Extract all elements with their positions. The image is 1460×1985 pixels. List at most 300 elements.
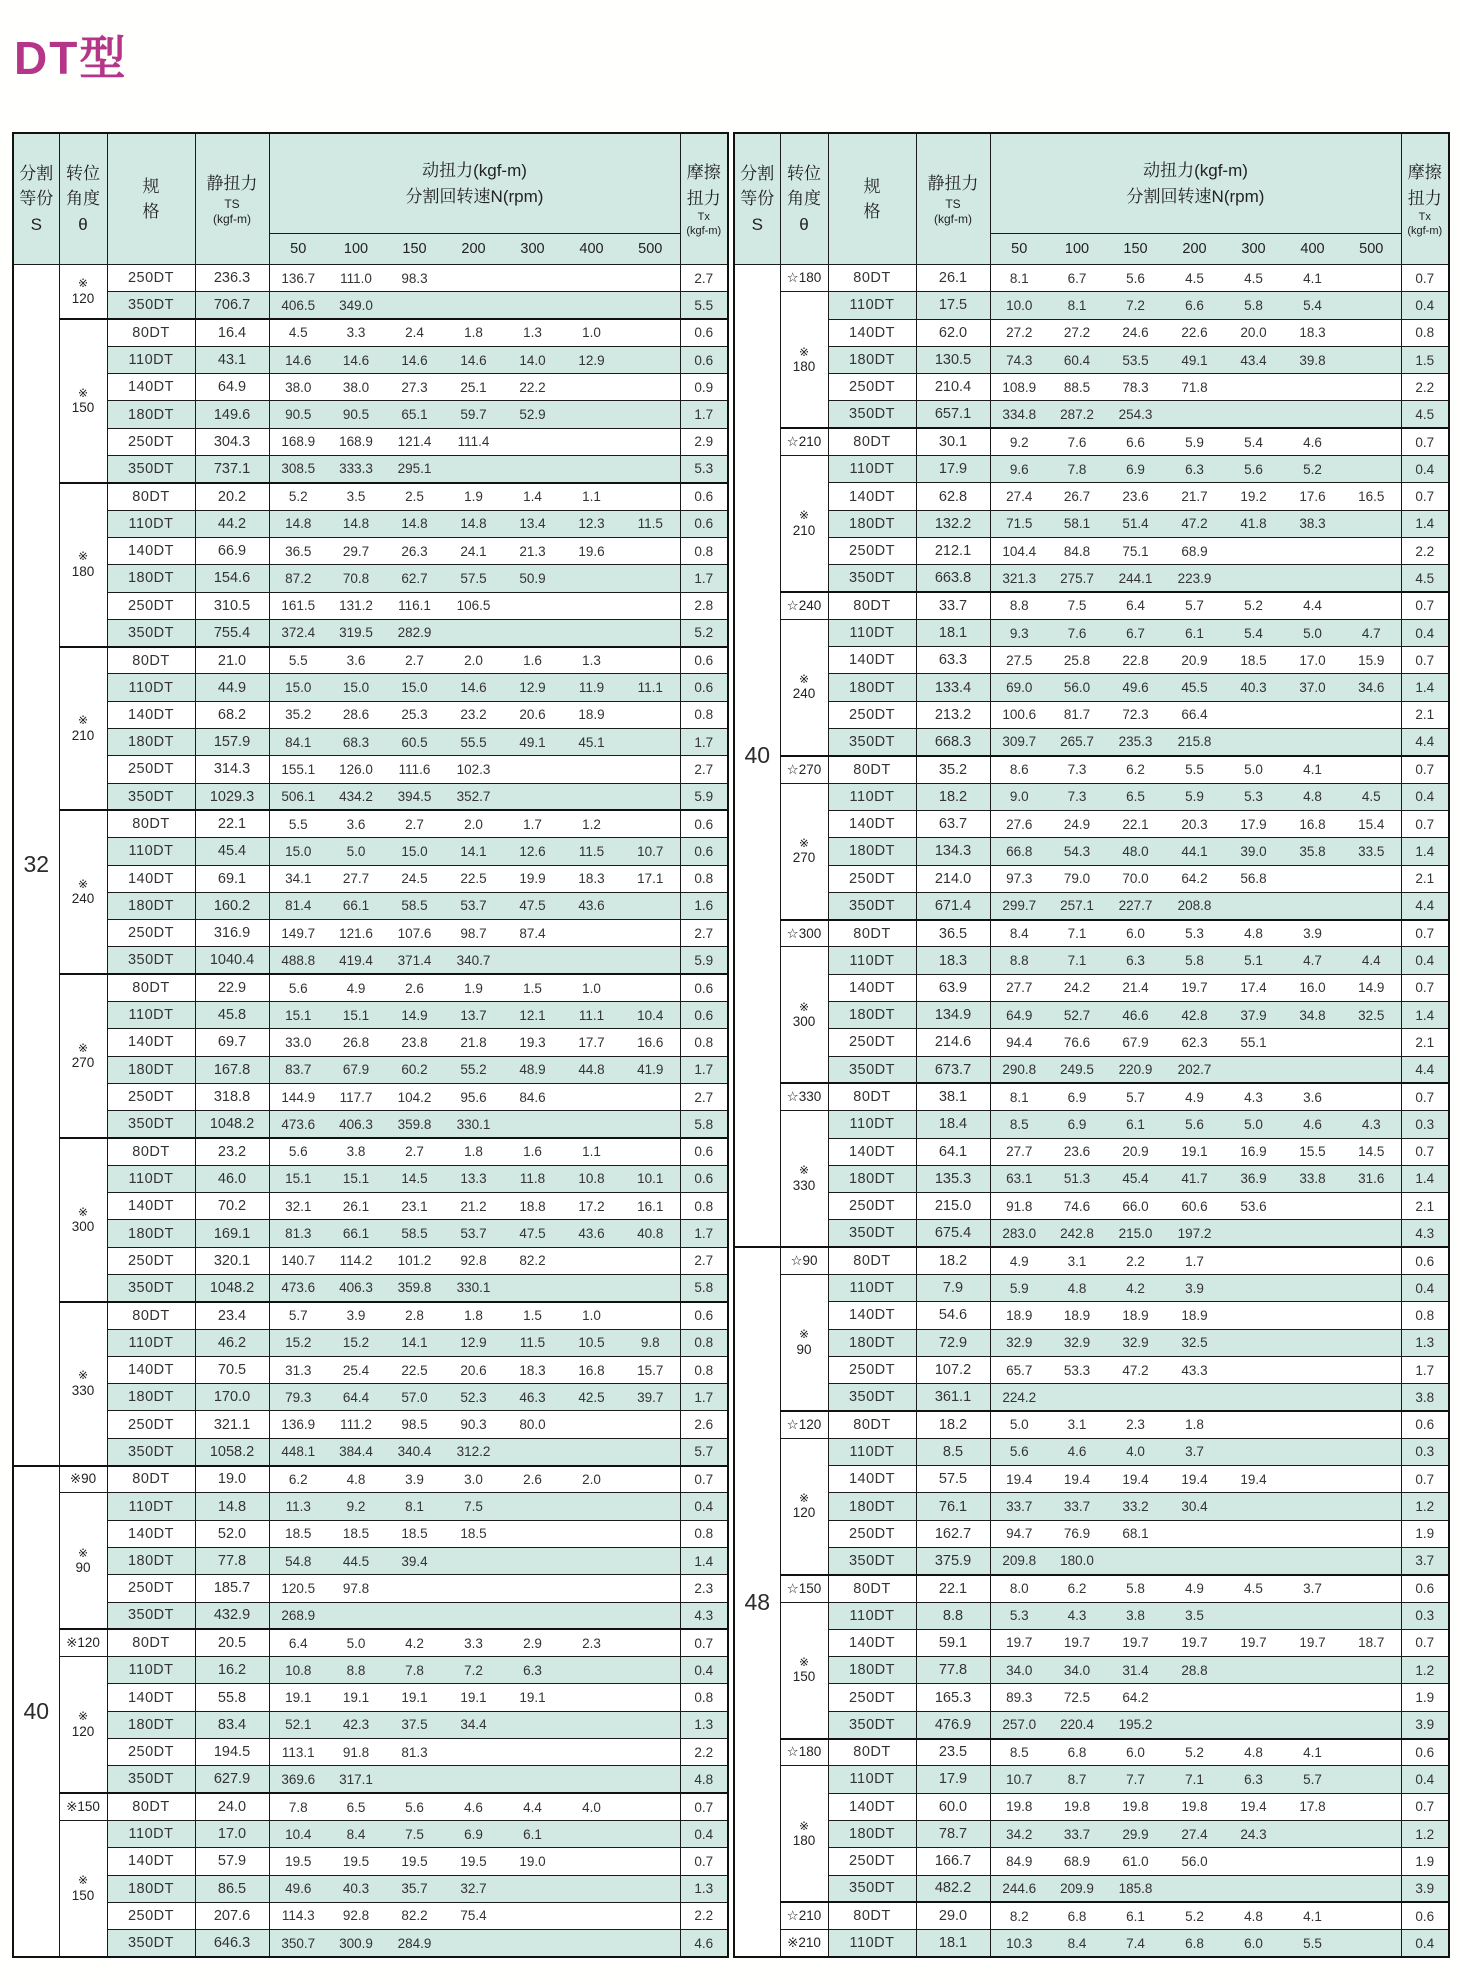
dynamic-torque-cell	[503, 1766, 562, 1793]
friction-torque-cell: 4.4	[1401, 1056, 1449, 1083]
dynamic-torque-cell: 6.8	[1048, 1739, 1106, 1766]
dynamic-torque-cell: 11.1	[621, 674, 680, 701]
dynamic-torque-cell: 4.6	[1048, 1438, 1106, 1465]
dynamic-torque-cell: 5.9	[1165, 428, 1224, 455]
dynamic-torque-cell: 20.0	[1224, 319, 1283, 346]
dynamic-torque-cell: 98.7	[444, 920, 503, 947]
friction-torque-cell: 0.6	[680, 838, 728, 865]
static-torque-cell: 8.8	[916, 1602, 990, 1629]
dynamic-torque-cell	[503, 1547, 562, 1574]
model-cell: 350DT	[828, 1056, 916, 1083]
friction-torque-cell: 1.4	[1401, 674, 1449, 701]
static-torque-cell: 657.1	[916, 401, 990, 428]
dynamic-torque-cell: 1.3	[503, 319, 562, 346]
dynamic-torque-cell: 12.9	[503, 674, 562, 701]
dynamic-torque-cell: 27.7	[327, 865, 385, 892]
dynamic-torque-cell: 22.1	[1106, 810, 1165, 837]
dynamic-torque-cell: 5.1	[1224, 947, 1283, 974]
dynamic-torque-cell: 90.5	[327, 401, 385, 428]
dynamic-torque-cell	[1342, 892, 1401, 919]
dynamic-torque-cell	[503, 265, 562, 292]
dynamic-torque-cell: 6.9	[444, 1820, 503, 1847]
dynamic-torque-cell: 45.4	[1106, 1165, 1165, 1192]
dynamic-torque-cell	[1224, 1384, 1283, 1411]
friction-torque-cell: 0.7	[1401, 1629, 1449, 1656]
dynamic-torque-cell: 33.5	[1342, 838, 1401, 865]
header-speed-300: 300	[1224, 234, 1283, 265]
dynamic-torque-cell	[621, 892, 680, 919]
static-torque-cell: 1029.3	[195, 783, 269, 810]
dynamic-torque-cell: 81.3	[269, 1220, 327, 1247]
angle-cell: ※ 150	[59, 1820, 107, 1956]
dynamic-torque-cell: 244.1	[1106, 565, 1165, 592]
dynamic-torque-cell: 8.1	[990, 1083, 1048, 1110]
static-torque-cell: 77.8	[195, 1547, 269, 1574]
friction-torque-cell: 0.7	[1401, 810, 1449, 837]
dynamic-torque-cell: 18.9	[562, 701, 621, 728]
friction-torque-cell: 5.5	[680, 292, 728, 319]
dynamic-torque-cell	[1342, 592, 1401, 619]
dynamic-torque-cell: 80.0	[503, 1411, 562, 1438]
dynamic-torque-cell: 10.8	[269, 1657, 327, 1684]
dynamic-torque-cell: 17.8	[1283, 1793, 1342, 1820]
dynamic-torque-cell: 94.7	[990, 1520, 1048, 1547]
dynamic-torque-cell: 18.9	[1165, 1302, 1224, 1329]
model-cell: 250DT	[107, 1247, 195, 1274]
static-torque-cell: 482.2	[916, 1875, 990, 1902]
dynamic-torque-cell: 27.6	[990, 810, 1048, 837]
dynamic-torque-cell: 334.8	[990, 401, 1048, 428]
static-torque-cell: 70.5	[195, 1356, 269, 1383]
friction-torque-cell: 0.7	[680, 1793, 728, 1820]
angle-cell: ※ 210	[780, 456, 828, 592]
dynamic-torque-cell: 46.6	[1106, 1002, 1165, 1029]
dynamic-torque-cell: 8.1	[990, 265, 1048, 292]
dynamic-torque-cell	[503, 947, 562, 974]
dynamic-torque-cell: 14.0	[503, 346, 562, 373]
dynamic-torque-cell: 4.8	[1048, 1274, 1106, 1301]
dynamic-torque-cell	[1224, 1329, 1283, 1356]
dynamic-torque-cell: 321.3	[990, 565, 1048, 592]
dynamic-torque-cell: 81.3	[385, 1739, 444, 1766]
dynamic-torque-cell: 15.0	[269, 838, 327, 865]
dynamic-torque-cell	[621, 619, 680, 646]
dynamic-torque-cell: 49.6	[1106, 674, 1165, 701]
dynamic-torque-cell	[621, 401, 680, 428]
dynamic-torque-cell: 19.1	[269, 1684, 327, 1711]
friction-torque-cell: 0.8	[680, 1193, 728, 1220]
dynamic-torque-cell: 4.1	[1283, 756, 1342, 783]
dynamic-torque-cell: 2.8	[385, 1302, 444, 1329]
dynamic-torque-cell: 67.9	[1106, 1029, 1165, 1056]
dynamic-torque-cell: 41.9	[621, 1056, 680, 1083]
dynamic-torque-cell	[562, 1438, 621, 1465]
friction-torque-cell: 0.4	[1401, 1930, 1449, 1957]
model-cell: 140DT	[828, 1138, 916, 1165]
dynamic-torque-cell: 32.9	[1106, 1329, 1165, 1356]
dynamic-torque-cell: 55.5	[444, 729, 503, 756]
dynamic-torque-cell: 8.1	[385, 1493, 444, 1520]
dynamic-torque-cell: 22.2	[503, 374, 562, 401]
dynamic-torque-cell	[444, 456, 503, 483]
static-torque-cell: 63.9	[916, 974, 990, 1001]
dynamic-torque-cell: 19.4	[1224, 1466, 1283, 1493]
friction-torque-cell: 4.8	[680, 1766, 728, 1793]
dynamic-torque-cell: 104.4	[990, 537, 1048, 564]
dynamic-torque-cell	[503, 292, 562, 319]
friction-torque-cell: 0.7	[1401, 1083, 1449, 1110]
dynamic-torque-cell	[562, 1930, 621, 1957]
friction-torque-cell: 0.6	[680, 974, 728, 1001]
dynamic-torque-cell: 197.2	[1165, 1220, 1224, 1247]
header-speed-400: 400	[562, 234, 621, 265]
model-cell: 180DT	[107, 892, 195, 919]
friction-torque-cell: 0.6	[680, 510, 728, 537]
friction-torque-cell: 0.9	[680, 374, 728, 401]
dynamic-torque-cell: 32.9	[1048, 1329, 1106, 1356]
static-torque-cell: 46.2	[195, 1329, 269, 1356]
dynamic-torque-cell: 1.3	[562, 647, 621, 674]
dynamic-torque-cell: 352.7	[444, 783, 503, 810]
dynamic-torque-cell: 5.5	[1283, 1930, 1342, 1957]
dynamic-torque-cell: 1.8	[444, 319, 503, 346]
dynamic-torque-cell	[562, 1247, 621, 1274]
static-torque-cell: 45.8	[195, 1002, 269, 1029]
model-cell: 110DT	[107, 510, 195, 537]
dynamic-torque-cell: 69.0	[990, 674, 1048, 701]
dynamic-torque-cell	[1342, 756, 1401, 783]
friction-torque-cell: 2.1	[1401, 865, 1449, 892]
dynamic-torque-cell: 50.9	[503, 565, 562, 592]
dynamic-torque-cell: 95.6	[444, 1083, 503, 1110]
dynamic-torque-cell	[1342, 1520, 1401, 1547]
dynamic-torque-cell: 3.6	[327, 647, 385, 674]
dynamic-torque-cell	[621, 1930, 680, 1957]
dynamic-torque-cell: 5.2	[1224, 592, 1283, 619]
static-torque-cell: 157.9	[195, 729, 269, 756]
model-cell: 80DT	[107, 1793, 195, 1820]
dynamic-torque-cell: 359.8	[385, 1274, 444, 1301]
dynamic-torque-cell: 4.6	[1283, 1111, 1342, 1138]
dynamic-torque-cell: 3.5	[327, 483, 385, 510]
dynamic-torque-cell	[1342, 701, 1401, 728]
dynamic-torque-cell: 12.1	[503, 1002, 562, 1029]
dynamic-torque-cell	[1224, 1875, 1283, 1902]
model-cell: 140DT	[828, 810, 916, 837]
static-torque-cell: 162.7	[916, 1520, 990, 1547]
model-cell: 80DT	[107, 1466, 195, 1493]
dynamic-torque-cell: 18.5	[385, 1520, 444, 1547]
dynamic-torque-cell: 9.6	[990, 456, 1048, 483]
dynamic-torque-cell: 20.3	[1165, 810, 1224, 837]
dynamic-torque-cell	[621, 1274, 680, 1301]
dynamic-torque-cell	[621, 428, 680, 455]
dynamic-torque-cell: 22.6	[1165, 319, 1224, 346]
dynamic-torque-cell: 25.4	[327, 1356, 385, 1383]
static-torque-cell: 1048.2	[195, 1111, 269, 1138]
dynamic-torque-cell: 8.4	[1048, 1930, 1106, 1957]
dynamic-torque-cell: 14.5	[385, 1165, 444, 1192]
friction-torque-cell: 4.6	[680, 1930, 728, 1957]
static-torque-cell: 668.3	[916, 729, 990, 756]
dynamic-torque-cell: 108.9	[990, 374, 1048, 401]
dynamic-torque-cell	[503, 1711, 562, 1738]
dynamic-torque-cell: 39.8	[1283, 346, 1342, 373]
dynamic-torque-cell	[1342, 565, 1401, 592]
model-cell: 140DT	[107, 1684, 195, 1711]
dynamic-torque-cell: 8.1	[1048, 292, 1106, 319]
static-torque-cell: 18.3	[916, 947, 990, 974]
model-cell: 350DT	[828, 1220, 916, 1247]
static-torque-cell: 19.0	[195, 1466, 269, 1493]
dynamic-torque-cell	[621, 783, 680, 810]
dynamic-torque-cell: 32.9	[990, 1329, 1048, 1356]
dynamic-torque-cell: 1.0	[562, 319, 621, 346]
dynamic-torque-cell: 87.2	[269, 565, 327, 592]
dynamic-torque-cell: 5.3	[1165, 920, 1224, 947]
dynamic-torque-cell: 3.9	[327, 1302, 385, 1329]
dynamic-torque-cell	[621, 265, 680, 292]
dynamic-torque-cell: 38.0	[269, 374, 327, 401]
dynamic-torque-cell: 66.1	[327, 892, 385, 919]
model-cell: 110DT	[828, 1930, 916, 1957]
dynamic-torque-cell	[621, 1111, 680, 1138]
dynamic-torque-cell: 35.8	[1283, 838, 1342, 865]
angle-cell: ☆240	[780, 592, 828, 619]
model-cell: 350DT	[107, 947, 195, 974]
dynamic-torque-cell: 19.5	[327, 1848, 385, 1875]
dynamic-torque-cell: 18.5	[327, 1520, 385, 1547]
dynamic-torque-cell: 6.2	[1048, 1575, 1106, 1602]
friction-torque-cell: 0.4	[1401, 619, 1449, 646]
static-torque-cell: 18.2	[916, 783, 990, 810]
dynamic-torque-cell: 3.9	[385, 1466, 444, 1493]
dynamic-torque-cell: 42.5	[562, 1384, 621, 1411]
dynamic-torque-cell: 25.1	[444, 374, 503, 401]
dynamic-torque-cell	[444, 1547, 503, 1574]
friction-torque-cell: 0.4	[1401, 1766, 1449, 1793]
model-cell: 80DT	[107, 1138, 195, 1165]
dynamic-torque-cell: 64.2	[1165, 865, 1224, 892]
dynamic-torque-cell	[562, 1602, 621, 1629]
model-cell: 110DT	[828, 1438, 916, 1465]
dynamic-torque-cell: 5.7	[1165, 592, 1224, 619]
model-cell: 110DT	[107, 346, 195, 373]
friction-torque-cell: 2.7	[680, 920, 728, 947]
angle-cell: ※90	[59, 1466, 107, 1493]
friction-torque-cell: 0.8	[680, 1329, 728, 1356]
dynamic-torque-cell: 3.9	[1165, 1274, 1224, 1301]
dynamic-torque-cell: 5.6	[385, 1793, 444, 1820]
model-cell: 80DT	[107, 1629, 195, 1656]
dynamic-torque-cell	[621, 592, 680, 619]
model-cell: 350DT	[828, 892, 916, 919]
friction-torque-cell: 0.8	[680, 1520, 728, 1547]
static-torque-cell: 55.8	[195, 1684, 269, 1711]
dynamic-torque-cell	[1342, 1875, 1401, 1902]
dynamic-torque-cell: 136.7	[269, 265, 327, 292]
dynamic-torque-cell: 19.2	[1224, 483, 1283, 510]
model-cell: 180DT	[828, 838, 916, 865]
dynamic-torque-cell: 54.8	[269, 1547, 327, 1574]
dynamic-torque-cell: 13.3	[444, 1165, 503, 1192]
dynamic-torque-cell: 14.8	[327, 510, 385, 537]
dynamic-torque-cell	[621, 1793, 680, 1820]
dynamic-torque-cell: 372.4	[269, 619, 327, 646]
model-cell: 180DT	[828, 1493, 916, 1520]
dynamic-torque-cell	[562, 1684, 621, 1711]
dynamic-torque-cell	[1342, 865, 1401, 892]
dynamic-torque-cell: 45.1	[562, 729, 621, 756]
dynamic-torque-cell: 220.4	[1048, 1711, 1106, 1738]
dynamic-torque-cell: 19.7	[1224, 1629, 1283, 1656]
friction-torque-cell: 2.2	[680, 1739, 728, 1766]
dynamic-torque-cell: 6.5	[1106, 783, 1165, 810]
dynamic-torque-cell	[1342, 729, 1401, 756]
dynamic-torque-cell	[1342, 1411, 1401, 1438]
dynamic-torque-cell: 25.8	[1048, 647, 1106, 674]
static-torque-cell: 78.7	[916, 1820, 990, 1847]
dynamic-torque-cell: 4.0	[562, 1793, 621, 1820]
angle-cell: ☆300	[780, 920, 828, 947]
dynamic-torque-cell: 5.5	[269, 810, 327, 837]
dynamic-torque-cell	[621, 1575, 680, 1602]
dynamic-torque-cell: 113.1	[269, 1739, 327, 1766]
model-cell: 80DT	[828, 265, 916, 292]
dynamic-torque-cell: 6.6	[1165, 292, 1224, 319]
dynamic-torque-cell: 7.5	[385, 1820, 444, 1847]
dynamic-torque-cell: 4.6	[444, 1793, 503, 1820]
dynamic-torque-cell: 74.3	[990, 346, 1048, 373]
dynamic-torque-cell: 11.5	[562, 838, 621, 865]
friction-torque-cell: 0.8	[680, 537, 728, 564]
static-torque-cell: 134.3	[916, 838, 990, 865]
dynamic-torque-cell: 19.0	[503, 1848, 562, 1875]
angle-cell: ※ 270	[780, 783, 828, 919]
friction-torque-cell: 5.9	[680, 947, 728, 974]
header-speed-150: 150	[1106, 234, 1165, 265]
dynamic-torque-cell: 4.7	[1342, 619, 1401, 646]
dynamic-torque-cell: 14.6	[444, 346, 503, 373]
model-cell: 140DT	[828, 647, 916, 674]
model-cell: 250DT	[828, 374, 916, 401]
dynamic-torque-cell	[503, 756, 562, 783]
dynamic-torque-cell: 13.7	[444, 1002, 503, 1029]
static-torque-cell: 167.8	[195, 1056, 269, 1083]
angle-cell: ※ 330	[59, 1302, 107, 1466]
header-friction-torque: 摩擦 扭力 Tx (kgf-m)	[1401, 133, 1449, 265]
dynamic-torque-cell: 25.3	[385, 701, 444, 728]
static-torque-cell: 160.2	[195, 892, 269, 919]
dynamic-torque-cell: 47.5	[503, 892, 562, 919]
friction-torque-cell: 0.7	[680, 1629, 728, 1656]
dynamic-torque-cell: 27.7	[990, 1138, 1048, 1165]
dynamic-torque-cell: 1.1	[562, 1138, 621, 1165]
dynamic-torque-cell: 19.8	[990, 1793, 1048, 1820]
dynamic-torque-cell: 16.8	[1283, 810, 1342, 837]
static-torque-cell: 1048.2	[195, 1274, 269, 1301]
header-speed-50: 50	[990, 234, 1048, 265]
friction-torque-cell: 2.7	[680, 756, 728, 783]
dynamic-torque-cell: 8.8	[327, 1657, 385, 1684]
model-cell: 250DT	[828, 1520, 916, 1547]
dynamic-torque-cell: 136.9	[269, 1411, 327, 1438]
friction-torque-cell: 0.4	[1401, 292, 1449, 319]
dynamic-torque-cell: 473.6	[269, 1111, 327, 1138]
dynamic-torque-cell	[1224, 1602, 1283, 1629]
model-cell: 80DT	[107, 647, 195, 674]
dynamic-torque-cell: 34.8	[1283, 1002, 1342, 1029]
dynamic-torque-cell: 29.9	[1106, 1820, 1165, 1847]
dynamic-torque-cell: 6.0	[1106, 1739, 1165, 1766]
dynamic-torque-cell	[1224, 1684, 1283, 1711]
dynamic-torque-cell: 11.5	[621, 510, 680, 537]
header-dynamic-torque: 动扭力(kgf-m) 分割回转速N(rpm)	[269, 133, 680, 234]
static-torque-cell: 107.2	[916, 1356, 990, 1383]
dynamic-torque-cell	[621, 565, 680, 592]
dynamic-torque-cell	[1342, 920, 1401, 947]
static-torque-cell: 64.1	[916, 1138, 990, 1165]
dynamic-torque-cell: 14.9	[385, 1002, 444, 1029]
model-cell: 180DT	[107, 401, 195, 428]
dynamic-torque-cell: 29.7	[327, 537, 385, 564]
dynamic-torque-cell: 19.3	[503, 1029, 562, 1056]
static-torque-cell: 18.1	[916, 619, 990, 646]
dynamic-torque-cell: 8.8	[990, 947, 1048, 974]
dynamic-torque-cell: 19.1	[327, 1684, 385, 1711]
model-cell: 180DT	[828, 510, 916, 537]
dynamic-torque-cell	[1165, 1684, 1224, 1711]
static-torque-cell: 133.4	[916, 674, 990, 701]
dynamic-torque-cell: 111.4	[444, 428, 503, 455]
angle-cell: ☆330	[780, 1083, 828, 1110]
dynamic-torque-cell: 21.7	[1165, 483, 1224, 510]
dynamic-torque-cell	[1342, 428, 1401, 455]
dynamic-torque-cell	[444, 1739, 503, 1766]
dynamic-torque-cell: 330.1	[444, 1274, 503, 1301]
static-torque-cell: 59.1	[916, 1629, 990, 1656]
dynamic-torque-cell: 19.5	[444, 1848, 503, 1875]
model-cell: 350DT	[107, 1602, 195, 1629]
static-torque-cell: 18.1	[916, 1930, 990, 1957]
static-torque-cell: 69.7	[195, 1029, 269, 1056]
dynamic-torque-cell	[444, 1575, 503, 1602]
dynamic-torque-cell: 60.2	[385, 1056, 444, 1083]
dynamic-torque-cell	[503, 1875, 562, 1902]
dynamic-torque-cell: 14.6	[327, 346, 385, 373]
dynamic-torque-cell	[1283, 1411, 1342, 1438]
static-torque-cell: 43.1	[195, 346, 269, 373]
dynamic-torque-cell: 18.9	[1048, 1302, 1106, 1329]
dynamic-torque-cell: 56.0	[1048, 674, 1106, 701]
dynamic-torque-cell: 40.8	[621, 1220, 680, 1247]
dynamic-torque-cell: 5.0	[1224, 756, 1283, 783]
header-speed-100: 100	[1048, 234, 1106, 265]
friction-torque-cell: 2.7	[680, 265, 728, 292]
friction-torque-cell: 3.9	[1401, 1875, 1449, 1902]
dynamic-torque-cell: 17.1	[621, 865, 680, 892]
static-torque-cell: 14.8	[195, 1493, 269, 1520]
dynamic-torque-cell: 111.0	[327, 265, 385, 292]
model-cell: 110DT	[828, 947, 916, 974]
model-cell: 80DT	[828, 1247, 916, 1274]
dynamic-torque-cell: 76.6	[1048, 1029, 1106, 1056]
dynamic-torque-cell: 5.0	[990, 1411, 1048, 1438]
dynamic-torque-cell	[1106, 1547, 1165, 1574]
dynamic-torque-cell	[1283, 1302, 1342, 1329]
dynamic-torque-cell: 7.1	[1048, 920, 1106, 947]
dynamic-torque-cell	[1342, 1438, 1401, 1465]
